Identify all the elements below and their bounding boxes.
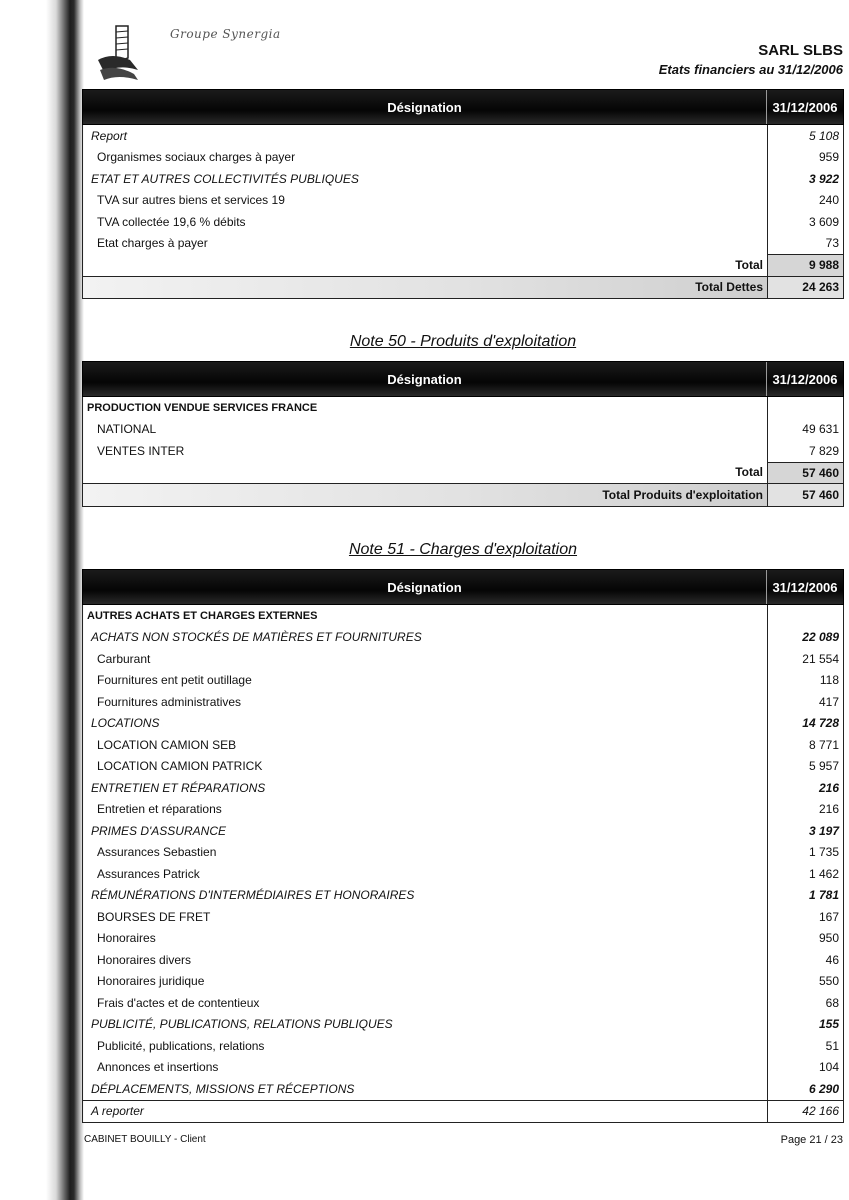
row-label: Annonces et insertions: [97, 1060, 219, 1075]
row-value: 3 922: [767, 168, 843, 190]
table-row: [83, 627, 843, 649]
row-value: 1 462: [767, 863, 843, 885]
note-51-title: Note 51 - Charges d'exploitation: [348, 541, 578, 558]
row-label: Assurances Sebastien: [97, 845, 217, 860]
table-row: [83, 928, 843, 950]
row-label: NATIONAL: [97, 422, 157, 437]
table-header: [82, 361, 844, 397]
row-value: 21 554: [767, 648, 843, 670]
debts-table: [82, 89, 844, 299]
row-label: Entretien et réparations: [97, 802, 222, 817]
row-value: 216: [767, 777, 843, 799]
row-label: ACHATS NON STOCKÉS DE MATIÈRES ET FOURNITURES: [91, 630, 422, 645]
footer-client: CABINET BOUILLY - Client: [84, 1134, 206, 1145]
table-row: [83, 670, 843, 692]
row-label: LOCATION CAMION PATRICK: [97, 759, 263, 774]
table-row: [83, 233, 843, 255]
charges-table: [82, 569, 844, 1123]
table-row: [83, 147, 843, 169]
date-header: 31/12/2006: [772, 579, 838, 595]
row-label: TVA collectée 19,6 % débits: [97, 214, 246, 229]
table-body: [82, 605, 844, 1123]
carry-forward-row: [83, 1100, 843, 1123]
row-label: Report: [91, 128, 128, 143]
total-row: [83, 254, 843, 276]
table-row: [83, 777, 843, 799]
row-value: 417: [767, 691, 843, 713]
table-row: [83, 397, 843, 419]
table-row: [83, 1078, 843, 1100]
table-row: [83, 125, 843, 147]
row-value: 51: [767, 1035, 843, 1057]
table-row: [83, 842, 843, 864]
row-value: 5 108: [767, 125, 843, 147]
row-value: 1 781: [767, 885, 843, 907]
table-row: [83, 734, 843, 756]
statement-subtitle: Etats financiers au 31/12/2006: [658, 62, 843, 77]
row-value: 1 735: [767, 842, 843, 864]
row-label: DÉPLACEMENTS, MISSIONS ET RÉCEPTIONS: [91, 1081, 355, 1096]
table-row: [83, 799, 843, 821]
row-value: 3 197: [767, 820, 843, 842]
row-label: ENTRETIEN ET RÉPARATIONS: [91, 780, 266, 795]
table-header: [82, 569, 844, 605]
date-header: 31/12/2006: [772, 99, 838, 115]
brand-script: Groupe Synergia: [170, 27, 281, 41]
row-value: 7 829: [767, 440, 843, 462]
table-row: [83, 713, 843, 735]
row-label: Honoraires divers: [97, 952, 192, 967]
total-value: 57 460: [767, 462, 843, 484]
table-row: [83, 971, 843, 993]
row-label: TVA sur autres biens et services 19: [97, 193, 285, 208]
grand-total-label: Total Dettes: [83, 277, 767, 299]
row-value: 550: [767, 971, 843, 993]
row-value: 68: [767, 992, 843, 1014]
table-row: [83, 648, 843, 670]
row-value: 73: [767, 233, 843, 255]
total-label: Total: [735, 257, 763, 272]
row-label: RÉMUNÉRATIONS D'INTERMÉDIAIRES ET HONORAIRES: [91, 888, 415, 903]
row-label: BOURSES DE FRET: [97, 909, 211, 924]
table-row: [83, 863, 843, 885]
grand-total-value: 57 460: [767, 484, 843, 506]
row-label: Honoraires juridique: [97, 974, 205, 989]
table-row: [83, 949, 843, 971]
designation-header: Désignation: [83, 570, 767, 604]
row-label: Fournitures administratives: [97, 694, 242, 709]
table-header: [82, 89, 844, 125]
grand-total-label: Total Produits d'exploitation: [83, 484, 767, 506]
table-row: [83, 691, 843, 713]
scan-binding-edge: [0, 0, 84, 1200]
grand-total-value: 24 263: [767, 277, 843, 299]
row-value: 167: [767, 906, 843, 928]
row-value: 118: [767, 670, 843, 692]
row-value: 14 728: [767, 713, 843, 735]
company-logo: [94, 24, 142, 84]
designation-header: Désignation: [83, 90, 767, 124]
table-row: [83, 756, 843, 778]
row-value: 46: [767, 949, 843, 971]
grand-total-row: [83, 276, 843, 299]
row-value: 6 290: [767, 1078, 843, 1100]
table-row: [83, 1014, 843, 1036]
revenue-table: [82, 361, 844, 507]
row-value: 240: [767, 190, 843, 212]
table-row: [83, 211, 843, 233]
row-value: [767, 605, 843, 627]
row-label: Fournitures ent petit outillage: [97, 673, 252, 688]
row-label: Publicité, publications, relations: [97, 1038, 265, 1053]
row-value: 5 957: [767, 756, 843, 778]
carry-forward-label: A reporter: [91, 1104, 144, 1119]
table-row: [83, 419, 843, 441]
table-row: [83, 168, 843, 190]
table-row: [83, 1057, 843, 1079]
table-row: [83, 605, 843, 627]
table-row: [83, 190, 843, 212]
table-row: [83, 992, 843, 1014]
row-label: PRIMES D'ASSURANCE: [91, 823, 226, 838]
row-label: Organismes sociaux charges à payer: [97, 150, 296, 165]
row-value: 8 771: [767, 734, 843, 756]
table-row: [83, 820, 843, 842]
row-label: PRODUCTION VENDUE SERVICES FRANCE: [87, 401, 318, 414]
table-body: [82, 125, 844, 299]
row-value: [767, 397, 843, 419]
row-label: Honoraires: [97, 931, 156, 946]
carry-forward-value: 42 166: [767, 1101, 843, 1123]
note-50-title: Note 50 - Produits d'exploitation: [349, 333, 577, 350]
page-number: Page 21 / 23: [780, 1134, 843, 1146]
row-value: 155: [767, 1014, 843, 1036]
row-value: 22 089: [767, 627, 843, 649]
table-row: [83, 1035, 843, 1057]
row-label: VENTES INTER: [97, 443, 185, 458]
date-header: 31/12/2006: [772, 371, 838, 387]
total-row: [83, 462, 843, 484]
total-label: Total: [735, 465, 763, 480]
row-label: ETAT ET AUTRES COLLECTIVITÉS PUBLIQUES: [91, 171, 359, 186]
row-value: 104: [767, 1057, 843, 1079]
row-value: 959: [767, 147, 843, 169]
row-label: PUBLICITÉ, PUBLICATIONS, RELATIONS PUBLIQUES: [91, 1017, 393, 1032]
table-row: [83, 906, 843, 928]
row-label: Frais d'actes et de contentieux: [97, 995, 260, 1010]
row-value: 216: [767, 799, 843, 821]
designation-header: Désignation: [83, 362, 767, 396]
row-label: Assurances Patrick: [97, 866, 200, 881]
total-value: 9 988: [767, 254, 843, 276]
company-name: SARL SLBS: [758, 42, 843, 59]
row-value: 950: [767, 928, 843, 950]
row-label: Etat charges à payer: [97, 236, 208, 251]
table-row: [83, 440, 843, 462]
grand-total-row: [83, 483, 843, 506]
table-row: [83, 885, 843, 907]
row-value: 3 609: [767, 211, 843, 233]
row-label: AUTRES ACHATS ET CHARGES EXTERNES: [87, 609, 318, 622]
row-value: 49 631: [767, 419, 843, 441]
row-label: LOCATION CAMION SEB: [97, 737, 237, 752]
row-label: LOCATIONS: [91, 716, 160, 731]
row-label: Carburant: [97, 651, 151, 666]
table-body: [82, 397, 844, 507]
